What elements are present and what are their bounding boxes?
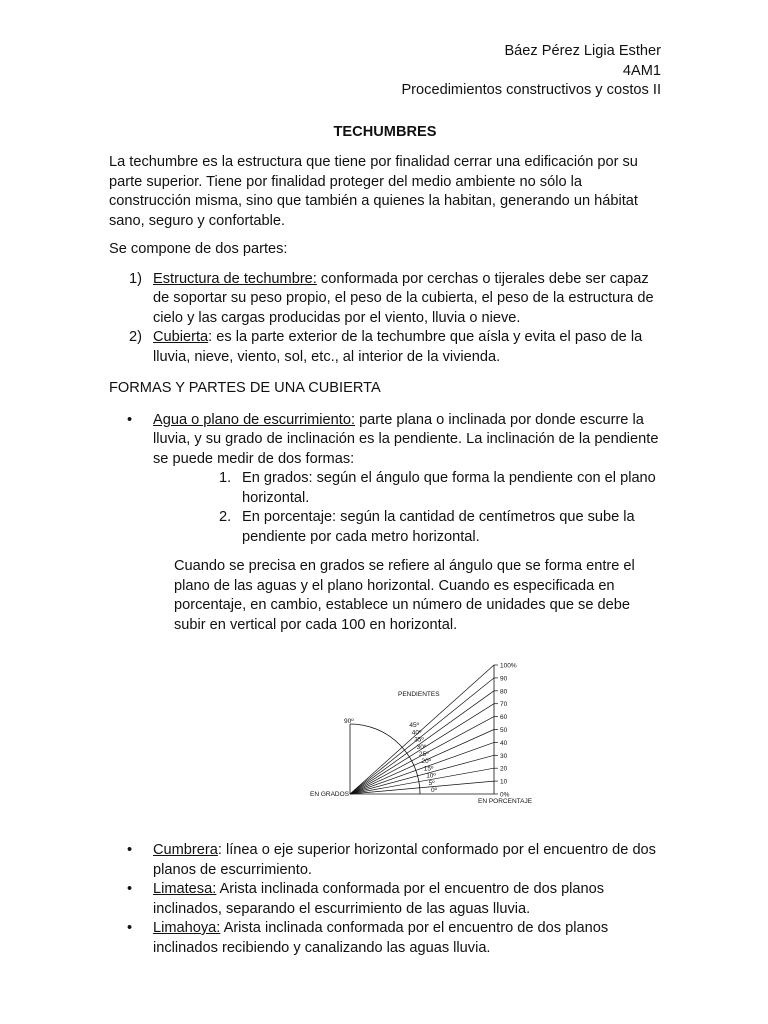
bullet-icon: • [127,411,133,428]
document-title: TECHUMBRES [333,123,437,140]
item-term: Cubierta [153,329,209,345]
author-name: Báez Pérez Ligia Esther [504,43,661,59]
degree-label: 10º [426,772,436,780]
item-term: Limahoya: [153,920,221,936]
document-page [109,42,661,958]
item-text: En grados: según el ángulo que forma la pendiente con el plano horizontal. [242,470,656,506]
label-90: 90º [344,718,354,725]
percent-label: 50 [500,727,508,734]
explanation-paragraph: Cuando se precisa en grados se refiere al ángulo que se forma entre el plano de las aguas y el plano horizontal. Cuando es especificada en porcentaje, en cambio, establece un número de unidades que se debe subir en vertical por cada 100 en horizontal. [174,558,635,633]
item-term: Agua o plano de escurrimiento: [153,411,356,428]
slope-diagram [306,653,546,823]
bullet-icon: • [127,842,133,858]
intro-paragraph: La techumbre es la estructura que tiene por finalidad cerrar una edificación por su parte superior. Tiene por finalidad proteger del medio ambiente no sólo la construcción misma, sino que también a quienes la habitan, generando un hábitat sano, seguro y confortable. [109,154,638,229]
list-item [109,328,661,367]
list-item [109,919,661,958]
parts-bullets [109,841,661,958]
item-text: : línea o eje superior horizontal conformado por el encuentro de dos planos de escurrimiento. [153,842,656,878]
percent-label: 20 [500,765,508,773]
degree-label: 20º [421,758,432,766]
agua-list [109,411,661,548]
degree-label: 25º [419,751,429,758]
item-text: parte plana o inclinada por donde escurre la lluvia, y su grado de inclinación es la pendiente. La inclinación de la pendiente se puede medir de dos formas: [153,411,659,467]
degree-label: 5º [428,779,435,787]
percent-label: 90 [500,675,508,683]
percent-label: 0% [500,791,510,799]
percent-label: 70 [500,701,508,709]
percent-label: 40 [500,739,508,747]
list-item [153,508,661,547]
list-item [153,469,661,508]
degree-label: 40º [411,729,422,737]
list-item [109,270,661,329]
label-en-grados: EN GRADOS [310,791,350,798]
percent-label: 10 [500,778,508,786]
slope-line [350,768,494,794]
item-text: En porcentaje: según la cantidad de centímetros que sube la pendiente por cada metro horizontal. [242,509,635,545]
list-item [109,841,661,880]
degree-label: 0º [431,787,437,794]
percent-label: 60 [500,714,508,722]
bullet-icon: • [127,881,133,897]
list-item [109,411,661,548]
course-name: Procedimientos constructivos y costos II [401,82,661,98]
list-item [109,880,661,919]
item-text: : es la parte exterior de la techumbre que aísla y evita el paso de la lluvia, nieve, viento, sol, etc., al interior de la vivienda. [153,329,643,365]
label-en-porcentaje: EN PORCENTAJE [478,798,533,805]
percent-label: 30 [500,752,508,760]
label-pendientes: PENDIENTES [398,691,440,698]
parts-list [109,270,661,368]
item-term: Cumbrera [153,842,218,858]
item-number: 2. [219,509,232,525]
header [109,42,661,101]
item-number: 1. [219,470,232,486]
section-title: FORMAS Y PARTES DE UNA CUBIERTA [109,380,381,396]
degree-label: 35º [414,736,424,744]
degree-label: 30º [416,743,427,751]
item-term: Estructura de techumbre: [153,270,317,287]
degree-label: 45º [409,722,420,730]
slope-figure [109,653,661,823]
percent-label: 100% [500,662,517,670]
item-text: Arista inclinada conformada por el encuentro de dos planos inclinados, separando el escurrimiento de las aguas lluvia. [153,881,605,917]
bullet-icon: • [127,920,133,936]
degree-label: 15º [423,765,434,773]
item-term: Limatesa: [153,881,217,897]
item-text: Arista inclinada conformada por el encuentro de dos planos inclinados recibiendo y canalizando las aguas lluvia. [153,920,609,956]
compone-text: Se compone de dos partes: [109,241,288,257]
percent-label: 80 [500,688,508,696]
slope-line [350,781,494,794]
methods-list [153,469,661,547]
group-code: 4AM1 [622,62,661,79]
item-number: 2) [129,329,142,345]
item-number: 1) [129,270,142,287]
item-text: conformada por cerchas o tijerales debe ser capaz de soportar su peso propio, el peso de la cubierta, el peso de la estructura de cielo y las cargas producidas por el viento, lluvia o nieve. [153,270,654,326]
